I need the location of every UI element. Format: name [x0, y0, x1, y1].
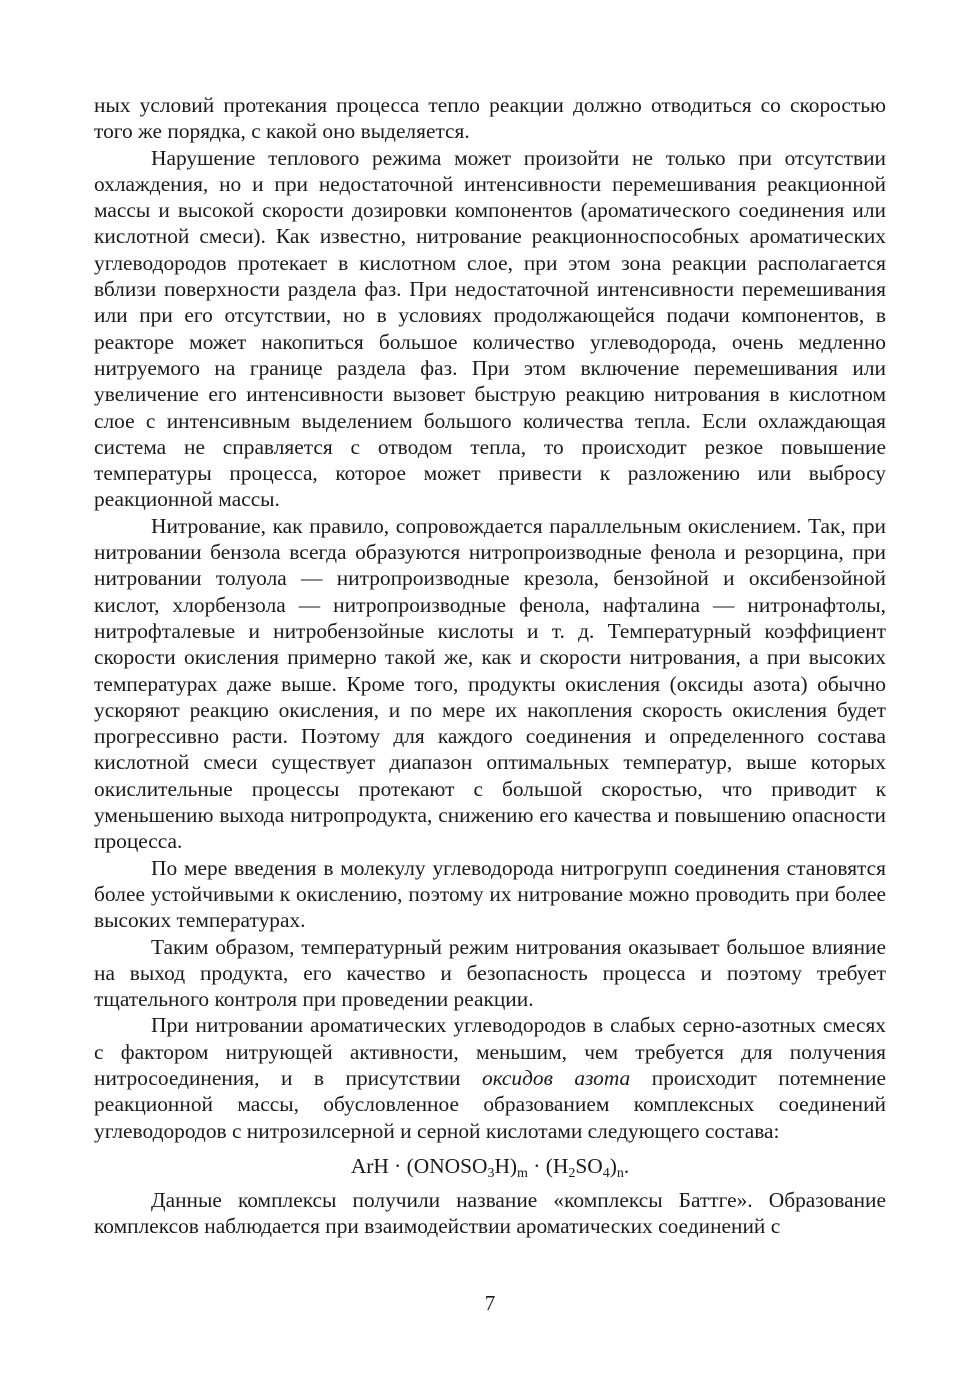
paragraph-oxidation: Нитрование, как правило, сопровождается параллельным окислением. Так, при нитровании бензола всегда образуются нитропроизводные фенола и резорцина, при нитровании толуола — нитропроизводные крезола, бензойной и оксибензойной кислот, хлорбензола — нитропроизводные фенола, нафталина — нитронафтолы, нитрофталевые и нитробензойные кислоты и т. д. Температурный коэффициент скорости окисления примерно такой же, как и скорости нитрования, а при высоких температурах даже выше. Кроме того, продукты окисления (оксиды азота) обычно ускоряют реакцию окисления, и по мере их накопления скорость окисления будет прогрессивно расти. Поэтому для каждого соединения и определенного состава кислотной смеси существует диапазон оптимальных температур, выше которых окислительные процессы протекают с большой скоростью, что приводит к уменьшению выхода нитропродукта, снижению его качества и повышению опасности процесса.	[94, 513, 886, 854]
document-body	[94, 92, 886, 1240]
paragraph-battge-complexes: Данные комплексы получили название «комплексы Баттге». Образование комплексов наблюдается при взаимодействии ароматических соединений с	[94, 1188, 886, 1239]
paragraph-continuation: ных условий протекания процесса тепло реакции должно отводиться со скоростью того же порядка, с какой оно выделяется.	[94, 93, 886, 144]
paragraph-text: происходит потемнение реакционной массы, обусловленное образованием комплексных соединений углеводородов с нитрозилсерной и серной кислотами следующего состава:	[94, 1065, 886, 1143]
paragraph-thermal-regime: Нарушение теплового режима может произойти не только при отсутствии охлаждения, но и при недостаточной интенсивности перемешивания реакционной массы и высокой скорости дозировки компонентов (ароматического соединения или кислотной смеси). Как известно, нитрование реакционноспособных ароматических углеводородов протекает в кислотном слое, при этом зона реакции располагается вблизи поверхности раздела фаз. При недостаточной интенсивности перемешивания или при его отсутствии, но в условиях продолжающейся подачи компонентов, в реакторе может накопиться большое количество углеводорода, очень медленно нитруемого на границе раздела фаз. При этом включение перемешивания или увеличение его интенсивности вызовет быструю реакцию нитрования в кислотном слое с интенсивным выделением большого количества тепла. Если охлаждающая система не справляется с отводом тепла, то происходит резкое повышение температуры процесса, которое может привести к разложению или выбросу реакционной массы.	[94, 145, 886, 512]
chemical-formula: ArH · $(ONOSO_3H)_m \cdot (H_2SO_4)_n$.	[350, 1153, 630, 1181]
paragraph-conclusion: Таким образом, температурный режим нитрования оказывает большое влияние на выход продукта, его качество и безопасность процесса и поэтому требует тщательного контроля при проведении реакции.	[94, 934, 886, 1012]
page-number: 7	[484, 1291, 496, 1315]
paragraph-nitro-groups: По мере введения в молекулу углеводорода нитрогрупп соединения становятся более устойчивыми к окислению, поэтому их нитрование можно проводить при более высоких температурах.	[94, 855, 886, 933]
paragraph-nitrogen-oxides	[94, 1012, 886, 1143]
emphasis-term: оксидов азота	[482, 1065, 631, 1090]
paragraph-text: При нитровании ароматических углеводородов в слабых серно-азотных смесях с фактором нитрующей активности, меньшим, чем требуется для получения нитросоединения, и в присутствии	[94, 1013, 886, 1090]
